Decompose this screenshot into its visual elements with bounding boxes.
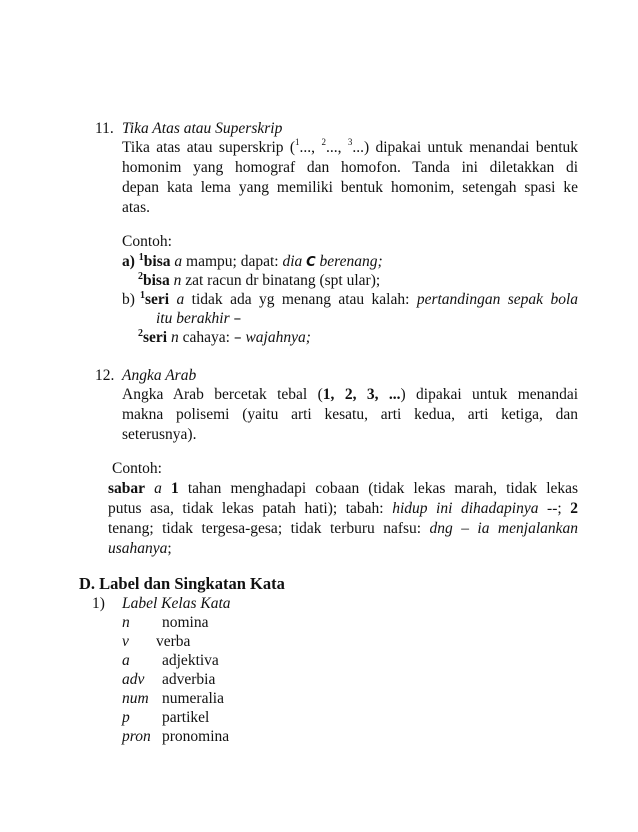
- item-12-example-line-3: [108, 519, 578, 538]
- item-12-paragraph-line-2: makna polisemi (yaitu arti kesatu, arti kedua, arti ketiga, dan: [122, 406, 578, 423]
- item-11-paragraph-line-4: atas.: [122, 199, 150, 216]
- homonym-superscript: 2: [138, 327, 143, 339]
- definition: tahan menghadapi cobaan (tidak lekas marah, tidak lekas: [187, 480, 579, 497]
- label-abbreviation: v: [122, 633, 129, 650]
- headword: seri: [145, 291, 170, 308]
- definition: tenang; tidak tergesa-gesa; tidak terburu nafsu:: [108, 520, 422, 537]
- text: Angka Arab bercetak tebal (: [122, 386, 323, 403]
- item-12-contoh-label: Contoh:: [112, 460, 162, 477]
- subsection-title: Label Kelas Kata: [122, 595, 231, 612]
- item-12-number: 12.: [95, 367, 115, 384]
- headword: bisa: [143, 272, 170, 289]
- example-b-marker: b): [122, 291, 135, 308]
- definition: zat racun dr binatang (spt ular);: [185, 272, 381, 289]
- word-class: a: [176, 291, 185, 308]
- item-11-paragraph-line-2: homonim yang homograf dan homofon. Tanda ini diletakkan di: [122, 159, 578, 176]
- item-12-paragraph-line-3: seterusnya).: [122, 426, 197, 443]
- label-full-name: numeralia: [162, 690, 224, 707]
- word-class: n: [170, 329, 179, 346]
- definition: cahaya:: [182, 329, 230, 346]
- label-abbreviation: num: [122, 690, 149, 707]
- tilde-symbol: C: [306, 255, 316, 270]
- example-text: pertandingan sepak bola: [416, 291, 579, 308]
- label-abbreviation: pron: [122, 728, 151, 745]
- tilde-symbol: –: [233, 309, 242, 327]
- definition: mampu; dapat:: [186, 253, 279, 270]
- text: ...,: [325, 139, 348, 156]
- text: Tika atas atau superskrip (: [122, 139, 296, 156]
- text: ...) dipakai untuk menandai bentuk: [352, 139, 579, 156]
- item-12-example-line-1: [108, 479, 578, 498]
- homonym-superscript: 1: [140, 289, 145, 301]
- label-full-name: pronomina: [162, 728, 230, 745]
- example-text: hidup ini dihadapinya: [392, 500, 539, 517]
- label-full-name: adjektiva: [162, 652, 219, 669]
- label-full-name: partikel: [162, 709, 210, 726]
- label-full-name: adverbia: [162, 671, 216, 688]
- text: ...,: [299, 139, 322, 156]
- item-11-number: 11.: [95, 120, 114, 137]
- word-class: a: [154, 480, 162, 497]
- item-11-contoh-label: Contoh:: [122, 233, 172, 250]
- section-d-heading: D. Label dan Singkatan Kata: [79, 574, 285, 593]
- subsection-number: 1): [92, 595, 105, 612]
- example-text: berenang;: [319, 253, 383, 270]
- homonym-superscript: 2: [138, 270, 143, 282]
- text: ;: [167, 540, 172, 557]
- example-text: usahanya: [108, 540, 168, 557]
- word-class: a: [174, 253, 183, 270]
- tilde-symbol: –: [233, 328, 242, 346]
- headword: sabar: [108, 480, 146, 497]
- superscript: 1: [295, 136, 300, 147]
- list-marker: a): [122, 253, 135, 270]
- example-b1: [140, 290, 578, 309]
- definition: putus asa, tidak lekas patah hati); tabah:: [108, 500, 384, 517]
- item-11-paragraph-line-1: [122, 138, 578, 157]
- label-abbreviation: a: [122, 652, 130, 669]
- example-text: dng – ia menjalankan: [429, 520, 579, 537]
- item-12-example-line-2: [108, 499, 578, 518]
- word-class: n: [173, 272, 182, 289]
- label-full-name: verba: [156, 633, 191, 650]
- example-b2: [138, 328, 311, 347]
- superscript: 3: [347, 136, 353, 147]
- label-abbreviation: adv: [122, 671, 145, 688]
- sense-number: 1: [170, 480, 179, 497]
- example-text: itu berakhir: [156, 310, 230, 327]
- sense-number: 2: [570, 500, 578, 517]
- superscript: 2: [321, 136, 326, 147]
- definition: tidak ada yg menang atau kalah:: [191, 291, 410, 308]
- item-12-example-line-4: [108, 539, 172, 558]
- example-b1-cont: [156, 309, 241, 328]
- example-a1: [122, 252, 383, 272]
- bold-numbers: 1, 2, 3, ...: [322, 386, 401, 403]
- item-12-paragraph-line-1: [122, 385, 578, 404]
- headword: seri: [143, 329, 168, 346]
- homonym-superscript: 1: [138, 251, 144, 263]
- example-text: dia: [282, 253, 303, 270]
- label-full-name: nomina: [162, 614, 209, 631]
- text: ) dipakai untuk menandai: [400, 386, 579, 403]
- headword: bisa: [143, 253, 171, 270]
- example-a2: [138, 271, 380, 290]
- item-11-paragraph-line-3: depan kata lema yang memiliki bentuk homonim, setengah spasi ke: [122, 179, 578, 196]
- item-12-title: Angka Arab: [122, 367, 197, 384]
- label-abbreviation: p: [122, 709, 130, 726]
- item-11-title: Tika Atas atau Superskrip: [122, 120, 283, 137]
- text: --;: [547, 500, 562, 517]
- label-abbreviation: n: [122, 614, 130, 631]
- example-text: wajahnya;: [245, 329, 311, 346]
